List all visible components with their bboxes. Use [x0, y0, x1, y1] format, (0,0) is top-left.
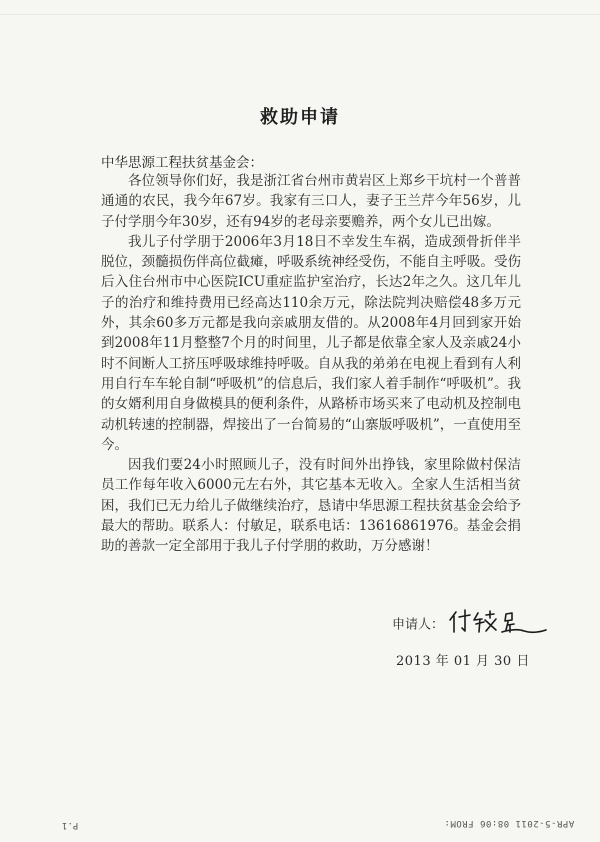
document-title: 救助申请 — [260, 107, 340, 128]
paragraph-intro: 各位领导你们好，我是浙江省台州市黄岩区上郑乡干坑村一个普普通通的农民，我今年67岁。我家有三口人，妻子王兰芹今年56岁，儿子付学朋今年30岁，还有94岁的老母亲要赡养，两个女儿已出嫁。 — [101, 173, 521, 230]
applicant-label: 申请人： — [392, 617, 445, 633]
salutation: 中华思源工程扶贫基金会： — [101, 155, 263, 171]
paragraph-request: 因我们要24小时照顾儿子，没有时间外出挣钱，家里除做村保洁员工作每年收入6000元左右外，其它基本无收入。全家人生活相当贫困，我们已无力给儿子做继续治疗，恳请中华思源工程扶贫基金会给予最大的帮助。联系人：付敏足，联系电话：13616861976。基金会捐助的善款一定全部用于我儿子付学朋的救助，万分感谢！ — [101, 457, 521, 555]
paragraph-accident: 我儿子付学朋于2006年3月18日不幸发生车祸，造成颈骨折伴半脱位，颈髓损伤伴高位截瘫，呼吸系统神经受伤，不能自主呼吸。受伤后入住台州市中心医院ICU重症监护室治疗，长达2年之久。这几年儿子的治疗和维持费用已经高达110余万元，除法院判决赔偿48多万元外，其余60多万元都是我向亲戚朋友借的。从2008年4月回到家开始到2008年11月整整7个月的时间里，儿子都是依靠全家人及亲戚24小时不间断人工挤压呼吸球维持呼吸。自从我的弟弟在电视上看到有人利用自行车车轮自制“呼吸机”的信息后，我们家人着手制作“呼吸机”。我的女婿利用自身做模具的便利条件，从路桥市场买来了电动机及控制电动机转速的控制器，焊接出了一台简易的“山寨版呼吸机”，一直使用至今。 — [101, 233, 521, 453]
handwritten-signature — [446, 606, 550, 640]
fax-page-number: P.1 — [62, 820, 79, 830]
signature-block — [392, 606, 550, 640]
scan-artifact — [0, 14, 600, 15]
signature-date: 2013 年 01 月 30 日 — [396, 654, 530, 669]
fax-header-line: APR-5-2011 08:06 FROM: — [444, 818, 575, 828]
letter-body — [101, 171, 521, 557]
